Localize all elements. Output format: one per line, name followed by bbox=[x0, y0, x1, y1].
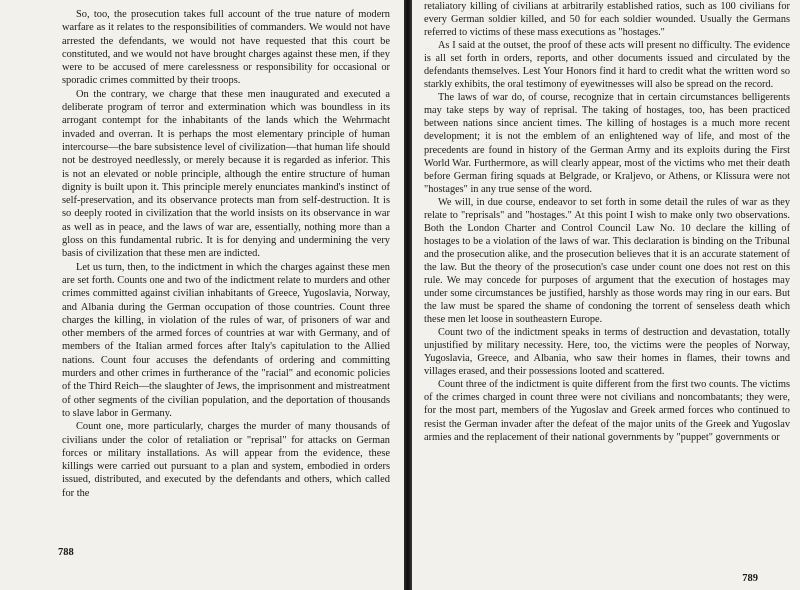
book-gutter bbox=[404, 0, 412, 590]
page-number: 789 bbox=[742, 573, 758, 584]
paragraph: So, too, the prosecution takes full account of the true nature of modern warfare as it relates to the responsibilities of commanders. We would not have arrested the defendants, we would not have requested that this court be constituted, and we would not have brought charges against these men, if they were to be accused of mere carelessness or responsibility for occasional or sporadic crimes committed by their troops. bbox=[62, 9, 390, 87]
paragraph: The laws of war do, of course, recognize that in certain circumstances belligerents may take steps by way of reprisal. The taking of hostages, too, has been practiced between nations since ancient times. The killing of hostages is a much more recent development; it is not the emblem of an enlightened way of life, and most of the precedents are found in history of the German Army and its exploits during the First World War. Furthermore, as will clearly appear, most of the victims who met their death before German firing squads at Belgrade, or Kraljevo, or Athens, or Klissura were not "hostages" in any true sense of the word. bbox=[424, 92, 790, 195]
paragraph: Count one, more particularly, charges the murder of many thousands of civilians under the color of retaliation or "reprisal" for attacks on German forces or military installations. As will appear from the evidence, these killings were carried out pursuant to a plan and system, embodied in orders issued, distributed, and executed by the defendants and others, which called for the bbox=[62, 421, 390, 499]
paragraph: Count three of the indictment is quite different from the first two counts. The victims of the crimes charged in count three were not civilians and noncombatants; they were, for the most part, members of the Yugoslav and Greek armed forces who continued to resist the German invader after the defeat of the major units of the Greek and Yugoslav armies and the replacement of their national governments by "puppet" governments or bbox=[424, 379, 790, 443]
page-number: 788 bbox=[58, 547, 74, 558]
paragraph: Count two of the indictment speaks in terms of destruction and devastation, totally unjustified by military necessity. Here, too, the victims were the peoples of Norway, Yugoslavia, Greece, and Albania, who saw their homes in flames, their towns and villages erased, and their possessions looted and scattered. bbox=[424, 327, 790, 378]
right-page-text bbox=[424, 0, 790, 444]
paragraph: We will, in due course, endeavor to set forth in some detail the rules of war as they relate to "reprisals" and "hostages." At this point I wish to make only two observations. Both the London Charter and Control Council Law No. 10 declare the killing of hostages to be a violation of the laws of war. This declaration is binding on the Tribunal and the prosecution alike, and the prosecution believes that it is an accurate statement of the law. But the theory of the prosecution's case under count one does not rest on this rule. We may concede for purposes of argument that the execution of hostages may under some circumstances be justified, harshly as those words may ring in our ears. But the law must be spared the shame of condoning the torrent of senseless death which these men let loose in southeastern Europe. bbox=[424, 196, 790, 326]
paragraph: On the contrary, we charge that these men inaugurated and executed a deliberate program of terror and extermination which was boundless in its arrogant contempt for the inhabitants of the lands which the Wehrmacht invaded and overran. It is perhaps the most elementary principle of human intercourse—the bare subsistence level of civilization—that human life should not be destroyed needlessly, or merely because it is regarded as inferior. This is not an elevated or noble principle, although the entire structure of human dignity is built upon it. This principle merely enunciates mankind's instinct of self-preservation, and its observance protects man from self-destruction. It is so deeply rooted in civilization that the world insists on its observance in war as well as in peace, and the laws of war are, essentially, nothing more than a gloss on this fundamental rubric. It is for denying and undermining the very basis of civilization that these men are indicted. bbox=[62, 88, 390, 260]
paragraph: As I said at the outset, the proof of these acts will present no difficulty. The evidence is all set forth in orders, reports, and other documents issued and circulated by the defendants themselves. Lest Your Honors find it hard to credit what the written word so starkly exhibits, the oral testimony of eyewitnesses will also be spread on the record. bbox=[424, 40, 790, 91]
paragraph: Let us turn, then, to the indictment in which the charges against these men are set forth. Counts one and two of the indictment relate to murders and other crimes committed against civilian inhabitants of Greece, Yugoslavia, Norway, and Albania during the German occupation of those countries. Count three charges the killing, in violation of the rules of war, of prisoners of war and other members of the armed forces of countries at war with Germany, and of members of the Italian armed forces after Italy's capitulation to the Allied nations. Count four accuses the defendants of ordering and committing murders and other crimes in furtherance of the "racial" and economic policies of the Third Reich—the slaughter of Jews, the imprisonment and mistreatment of other segments of the civilian population, and the deportation of thousands to slave labor in Germany. bbox=[62, 261, 390, 419]
paragraph: retaliatory killing of civilians at arbitrarily established ratios, such as 100 civilians for every German soldier killed, and 50 for each soldier wounded. Usually the Germans referred to victims of these mass executions as "hostages." bbox=[424, 1, 790, 39]
left-page-text bbox=[62, 8, 390, 500]
right-page bbox=[412, 0, 800, 590]
